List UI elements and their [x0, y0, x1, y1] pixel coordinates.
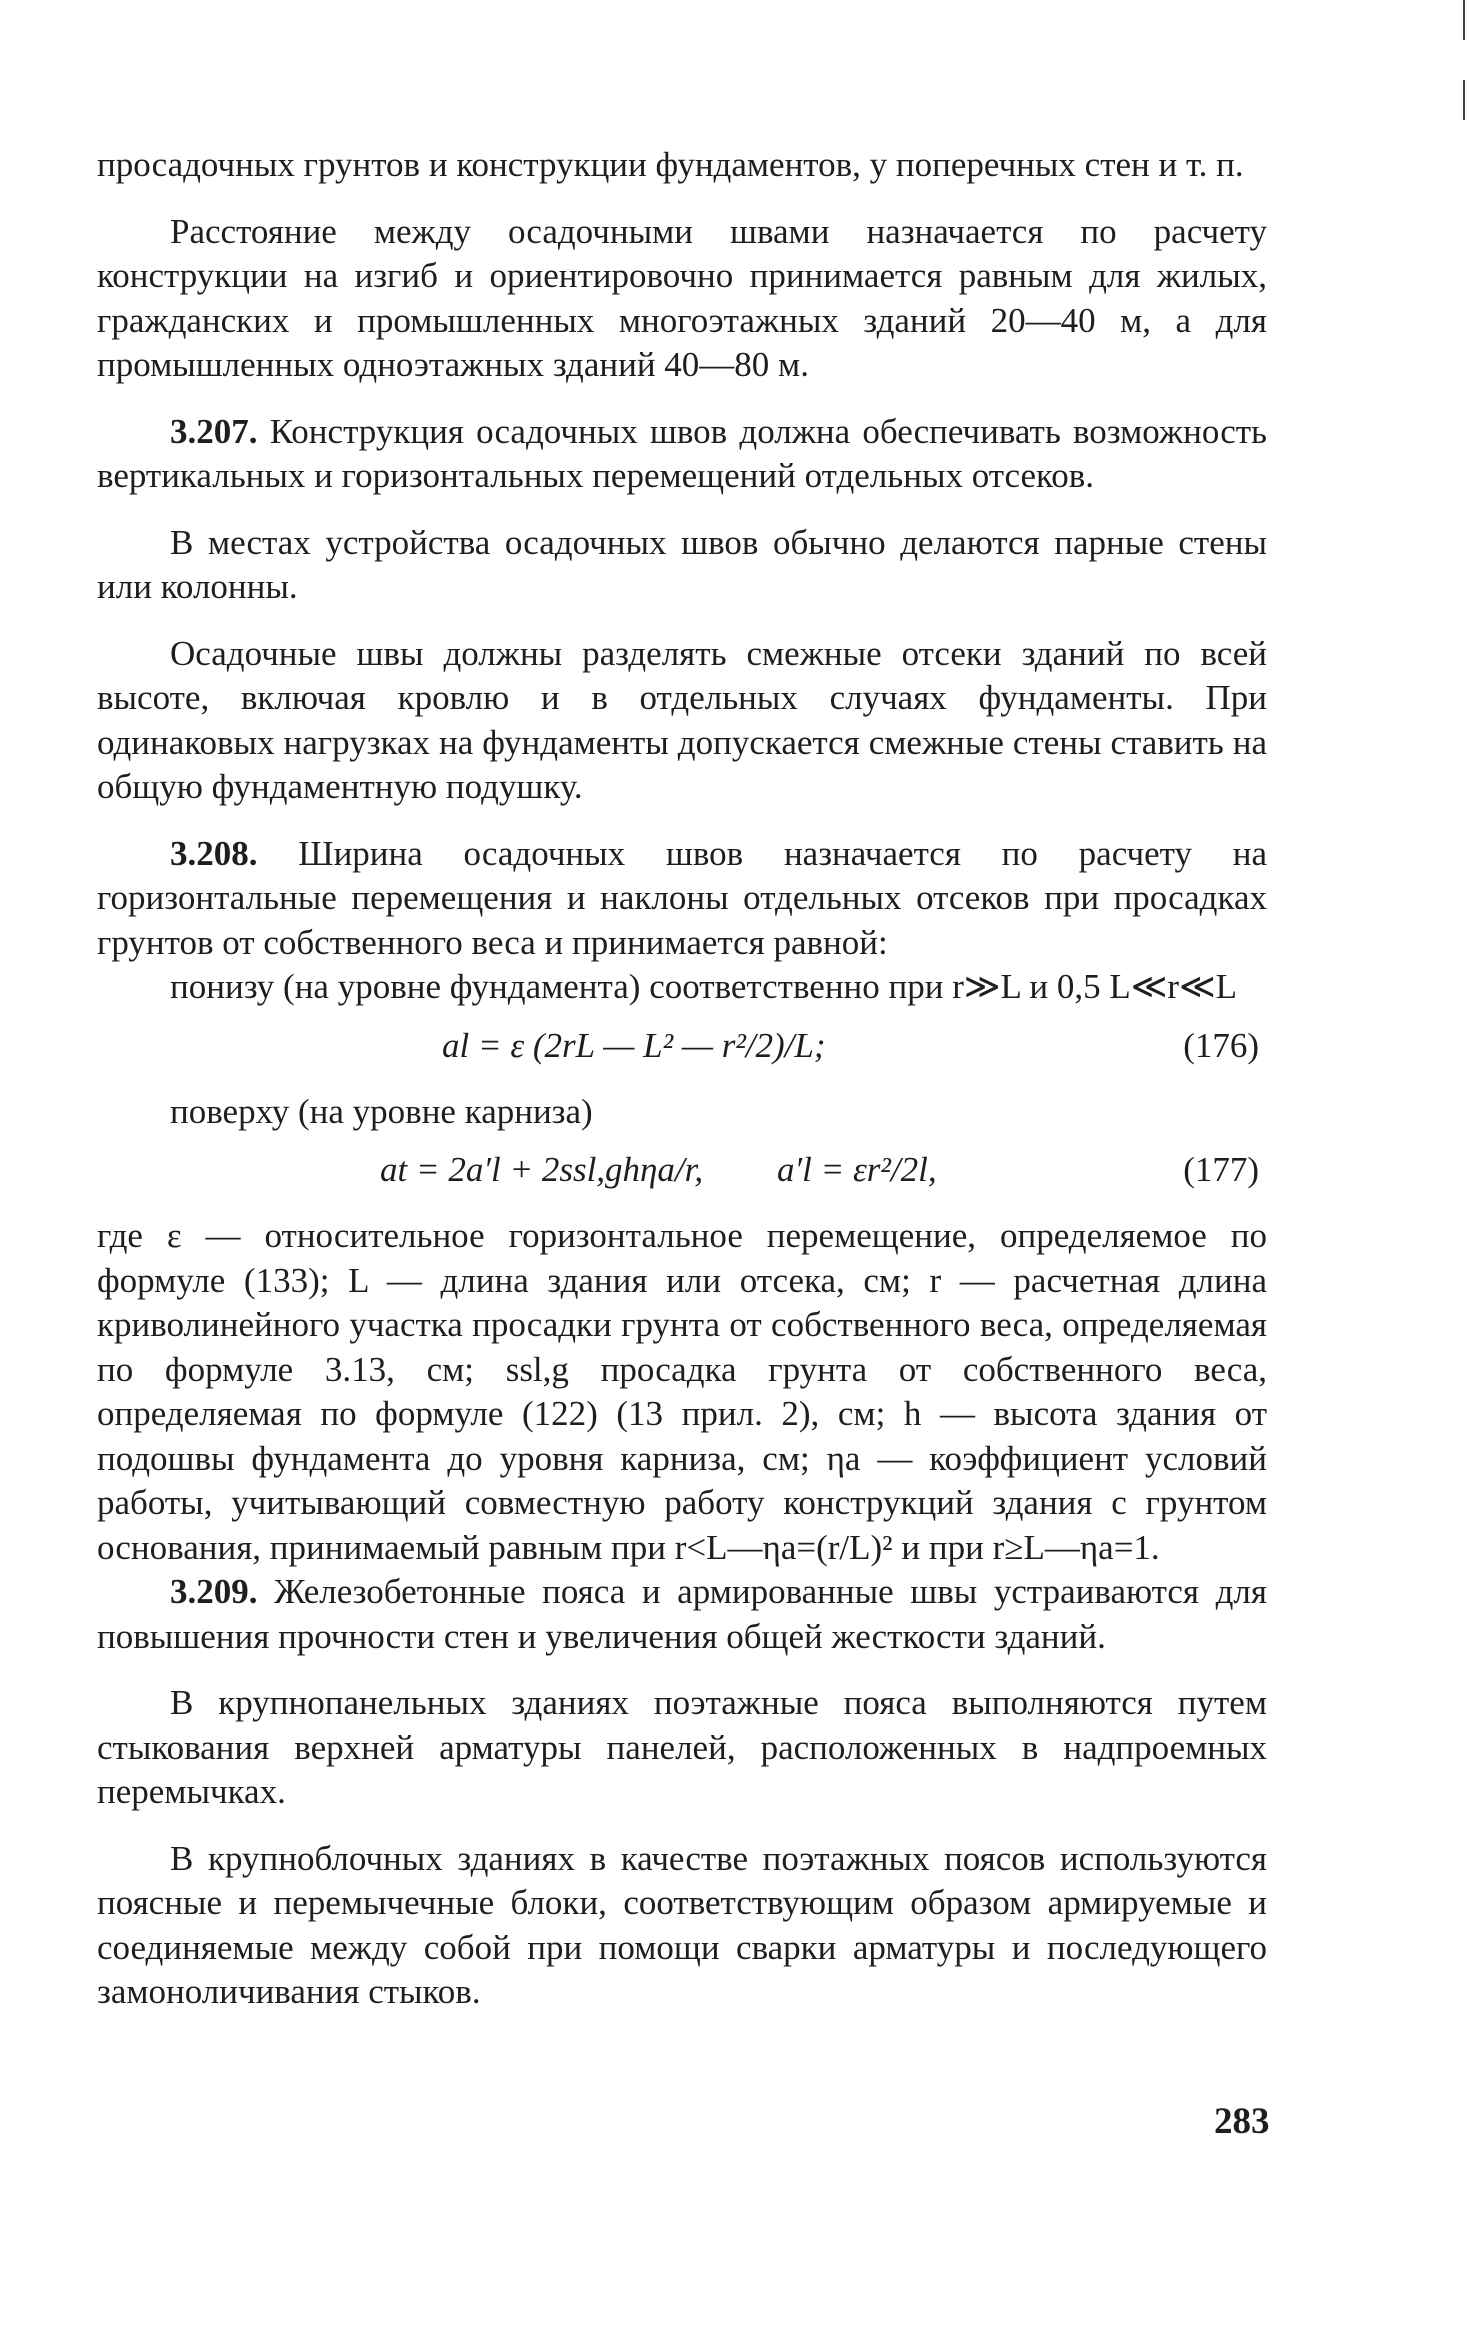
paragraph-text: Железобетонные пояса и армированные швы устраиваются для повышения прочности стен и увеличения общей жесткости зданий. — [97, 1572, 1268, 1656]
formula-expression: at = 2a′l + 2ssl,ghηa/r, — [380, 1150, 704, 1189]
paragraph: Расстояние между осадочными швами назначается по расчету конструкции на изгиб и ориентировочно принимается равным для жилых, гражданских и промышленных многоэтажных зданий 20—40 м, а для промышленных одноэтажных зданий 40—80 м. — [97, 211, 1267, 384]
formula-expression: a′l = εr²/2l, — [777, 1150, 937, 1189]
paragraph — [97, 832, 1267, 966]
paragraph-text: Конструкция осадочных швов должна обеспечивать возможность вертикальных и горизонтальных перемещений отдельных отсеков. — [97, 411, 1267, 495]
paragraph: Осадочные швы должны разделять смежные отсеки зданий по всей высоте, включая кровлю и в отдельных случаях фундаменты. При одинаковых нагрузках на фундаменты допускается смежные стены ставить на общую фундаментную подушку. — [97, 633, 1267, 806]
page-number: 283 — [1214, 2101, 1270, 2142]
formula-number: (176) — [1183, 1025, 1259, 1065]
paragraph: просадочных грунтов и конструкции фундаментов, у поперечных стен и т. п. — [97, 145, 1244, 184]
paragraph — [97, 410, 1267, 499]
page-edge-mark — [1463, 0, 1465, 40]
paragraph: где ε — относительное горизонтальное перемещение, определяемое по формуле (133); L — длина здания или отсека, см; r — расчетная длина криволинейного участка просадки грунта от собственного веса, определяемая по формуле 3.13, см; ssl,g просадка грунта от собственного веса, определяемая по формуле (122) (13 прил. 2), см; h — высота здания от подошвы фундамента до уровня карниза, см; ηa — коэффициент условий работы, учитывающий совместную работу конструкций здания с грунтом основания, принимаемый равным при r<L—ηa=(r/L)² и при r≥L—ηa=1. — [97, 1216, 1267, 1567]
paragraph: В крупнопанельных зданиях поэтажные пояса выполняются путем стыкования верхней арматуры панелей, расположенных в надпроемных перемычках. — [97, 1683, 1267, 1811]
paragraph: поверху (на уровне карниза) — [170, 1091, 593, 1131]
formula-177 — [97, 1148, 1267, 1204]
page-text — [97, 143, 1267, 2015]
paragraph: понизу (на уровне фундамента) соответственно при r≫L и 0,5 L≪r≪L — [170, 967, 1238, 1006]
formula-176 — [97, 1024, 1267, 1080]
section-number: 3.208. — [170, 833, 258, 873]
paragraph-text: Ширина осадочных швов назначается по расчету на горизонтальные перемещения и наклоны отдельных отсеков при просадках грунтов от собственного веса и принимается равной: — [97, 833, 1268, 962]
paragraph: В местах устройства осадочных швов обычно делаются парные стены или колонны. — [97, 522, 1267, 606]
paragraph: В крупноблочных зданиях в качестве поэтажных поясов используются поясные и перемычечные блоки, соответствующим образом армируемые и соединяемые между собой при помощи сварки арматуры и последующего замоноличивания стыков. — [97, 1838, 1267, 2011]
formula-expression: al = ε (2rL — L² — r²/2)/L; — [442, 1025, 826, 1065]
section-number: 3.207. — [170, 411, 258, 451]
page-edge-mark — [1463, 80, 1465, 120]
formula-number: (177) — [1183, 1150, 1259, 1189]
section-number: 3.209. — [170, 1572, 258, 1611]
paragraph — [97, 1570, 1267, 1659]
